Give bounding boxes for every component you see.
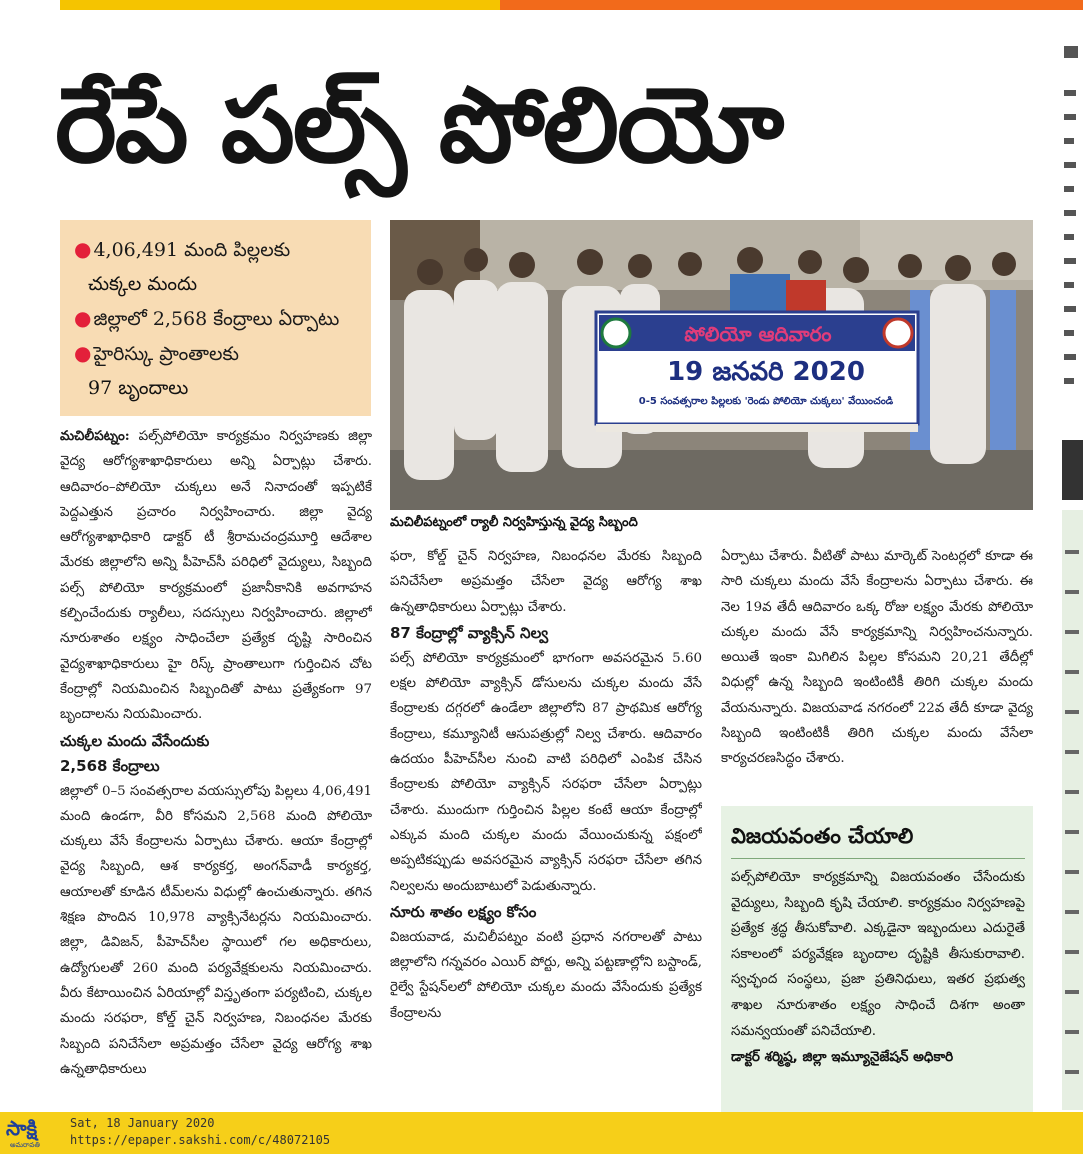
highlight-text: 4,06,491 మంది పిల్లలకు: [93, 239, 291, 261]
bullet-icon: ●: [74, 306, 92, 330]
logo-text: సాక్షి: [6, 1116, 38, 1140]
dateline: మచిలీపట్నం:: [60, 428, 130, 444]
quote-box-signature: డాక్టర్‌ శర్మిష్ఠ, జిల్లా ఇమ్యూనైజేషన్‌ అధికారి: [731, 1049, 954, 1066]
footer-bar: [0, 1112, 1083, 1154]
footer-date: Sat, 18 January 2020: [70, 1116, 215, 1130]
highlight-text-cont: చుక్కల మందు: [88, 273, 198, 295]
highlight-item: [74, 301, 361, 336]
adjacent-article-strip: [1062, 30, 1083, 1110]
article-column-2: [390, 544, 702, 1116]
article-column-1: [60, 424, 372, 1116]
quote-box-title: విజయవంతం చేయాలి: [731, 814, 1025, 859]
article-paragraph: జిల్లాలో 0–5 సంవత్సరాల వయస్సులోపు పిల్లలు 4,06,491 మంది ఉండగా, వీరి కోసమని 2,568 మంది పోలియో చుక్కలు వేసే కేంద్రాలను ఏర్పాటు చేశారు. ఆయా కేంద్రాల్లో వైద్య సిబ్బంది, ఆశ కార్యకర్త, అంగన్‌వాడీ కార్యకర్త, ఆయాలతో కూడిన టీమ్‌లను విధుల్లో ఉంచుతున్నారు. తగిన శిక్షణ పొందిన 10,978 వ్యాక్సినేటర్లను నియమించారు. జిల్లా, డివిజన్‌, పీహెచ్‌సీల స్థాయిలో గల అధికారులు, ఉద్యోగులతో 260 మంది పర్యవేక్షకులను నియమించారు. వీరు కేటాయించిన ఏరియాల్లో విస్తృతంగా పర్యటించి, చుక్కల మందు సరఫరా, కోల్డ్‌ చైన్‌ నిర్వహణ, నిబంధనల మేరకు సిబ్బంది పనిచేసేలా అప్రమత్తం చేసేలా వైద్య ఆరోగ్య శాఖ ఉన్నతాధికారులు: [60, 783, 372, 1077]
quote-box: [721, 806, 1033, 1112]
highlight-text: జిల్లాలో 2,568 కేంద్రాలు ఏర్పాటు: [93, 308, 340, 330]
bullet-icon: ●: [74, 341, 92, 365]
rally-photo: [390, 220, 1033, 510]
rally-photo-illustration: [390, 220, 1033, 510]
sakshi-logo: [6, 1115, 64, 1151]
subheading: నూరు శాతం లక్ష్యం కోసం: [390, 902, 537, 921]
top-bar-orange: [500, 0, 1083, 10]
highlight-item: [74, 336, 361, 371]
article-paragraph: ఏర్పాటు చేశారు. వీటితో పాటు మార్కెట్‌ సెంటర్లలో కూడా ఈ సారి చుక్కలు మందు వేసే కేంద్రాలను ఏర్పాటు చేశారు. ఈ నెల 19వ తేదీ ఆదివారం ఒక్క రోజు లక్ష్యం మేరకు పోలియో చుక్కల మందు వేసే కార్యక్రమాన్ని నిర్వహించనున్నారు. అయితే ఇంకా మిగిలిన పిల్లల కోసమని 20,21 తేదీల్లో విధుల్లో ఉన్న సిబ్బంది ఇంటింటికీ తిరిగి చుక్కల మందు వేయనున్నారు. విజయవాడ నగరంలో 22వ తేదీ కూడా వైద్య సిబ్బంది ఇంటింటికీ తిరిగి చుక్కల మందు వేసేలా కార్యచరణసిద్ధం చేశారు.: [721, 549, 1033, 767]
photo-caption: మచిలీపట్నంలో ర్యాలీ నిర్వహిస్తున్న వైద్య సిబ్బంది: [390, 515, 638, 530]
top-color-bar: [0, 0, 1083, 12]
article-paragraph: విజయవాడ, మచిలీపట్నం వంటి ప్రధాన నగరాలతో పాటు జిల్లాలోని గన్నవరం ఎయిర్‌ పోర్టు, అన్ని పట్టణాల్లోని బస్టాండ్‌, రైల్వే స్టేషన్‌లలో పోలియో చుక్కల మందు వేసేందుకు ప్రత్యేక కేంద్రాలను: [390, 929, 702, 1021]
article-text: పల్స్‌పోలియో కార్యక్రమం నిర్వహణకు జిల్లా వైద్య ఆరోగ్యశాఖాధికారులు అన్ని ఏర్పాట్లు చేశారు. ఆదివారం–పోలియో చుక్కలు అనే నినాదంతో ఇప్పటికే పెద్దఎత్తున ప్రచారం నిర్వహించారు. జిల్లా వైద్య ఆరోగ్యశాఖాధికారి డాక్టర్‌ టీ శ్రీరామచంద్రమూర్తి ఆదేశాల మేరకు జిల్లాలోని అన్ని పీహెచ్‌సీ పరిధిలో వైద్యులు, సిబ్బంది పల్స్‌ పోలియో కార్యక్రమంలో ప్రజానీకానికి అవగాహన కల్పించేందుకు ర్యాలీలు, సదస్సులు నిర్వహించారు. జిల్లాలో నూరుశాతం లక్ష్యం సాధించేలా ప్రత్యేక దృష్టి సారించిన వైద్యశాఖాధికారులు హై రిస్క్‌ ప్రాంతాలుగా గుర్తించిన చోట కేంద్రాల్లో నియమించిన సిబ్బందితో పాటు ప్రత్యేకంగా 97 బృందాలను నియమించారు.: [60, 429, 372, 723]
article-paragraph: పల్స్‌ పోలియో కార్యక్రమంలో భాగంగా అవసరమైన 5.60 లక్షల పోలియో వ్యాక్సిన్‌ డోసులను చుక్కల మందు వేసే కేంద్రాలకు దగ్గరలో ఉండేలా జిల్లాలోని 87 ప్రాథమిక ఆరోగ్య కేంద్రాలు, కమ్యూనిటీ ఆసుపత్రుల్లో నిల్వ చేశారు. ఆదివారం ఉదయం పీహెచ్‌సీల నుంచి వాటి పరిధిలో ఎంపిక చేసిన కేంద్రాలకు పోలియో వ్యాక్సిన్‌ సరఫరా చేసేలా ఏర్పాట్లు చేశారు. ముందుగా గుర్తించిన పిల్లల కంటే ఆయా కేంద్రాల్లో ఎక్కువ మంది చుక్కల మందు వేయించుకున్న పక్షంలో అప్పటికప్పుడు అవసరమైన వ్యాక్సిన్‌ సరఫరా చేసేలా తగిన నిల్వలను అందుబాటులో పెడుతున్నారు.: [390, 650, 702, 894]
article-paragraph: ఫరా, కోల్డ్‌ చైన్‌ నిర్వహణ, నిబంధనల మేరకు సిబ్బంది పనిచేసేలా అప్రమత్తం చేసేలా వైద్య ఆరోగ్య శాఖ ఉన్నతాధికారులు ఏర్పాట్లు చేశారు.: [390, 549, 702, 615]
footer-url[interactable]: https://epaper.sakshi.com/c/48072105: [70, 1133, 331, 1147]
subheading: 87 కేంద్రాల్లో వ్యాక్సిన్‌ నిల్వ: [390, 623, 549, 642]
subheading: 2,568 కేంద్రాలు: [60, 756, 160, 775]
article-column-3: [721, 544, 1033, 794]
highlight-text-cont: 97 బృందాలు: [88, 377, 189, 399]
adjacent-article-texture: [1062, 30, 1083, 1110]
article-paragraph: [60, 424, 372, 728]
quote-box-body: పల్స్‌పోలియో కార్యక్రమాన్ని విజయవంతం చేసేందుకు వైద్యులు, సిబ్బంది కృషి చేయాలి. కార్యక్రమం నిర్వహణపై ప్రత్యేక శ్రద్ధ తీసుకోవాలి. ఎక్కడైనా ఇబ్బందులు ఎదురైతే సకాలంలో పర్యవేక్షణ బృందాల దృష్టికి తీసుకురావాలి. స్వచ్ఛంద సంస్థలు, ప్రజా ప్రతినిధులు, ఇతర ప్రభుత్వ శాఖల నూరుశాతం లక్ష్యం సాధించే దిశగా అంతా సమన్వయంతో పనిచేయాలి.: [731, 870, 1025, 1039]
subheading: చుక్కల మందు వేసేందుకు: [60, 731, 210, 750]
logo-subtext: అమరావతి: [10, 1141, 40, 1149]
highlight-text: హైరిస్కు ప్రాంతాలకు: [93, 343, 239, 365]
highlight-item: [74, 232, 361, 267]
headline: రేపే పల్స్‌ పోలియో: [55, 64, 783, 186]
top-bar-yellow: [60, 0, 500, 10]
banner-title: పోలియో ఆదివారం: [684, 322, 832, 346]
banner-sub: 0-5 సంవత్సరాల పిల్లలకు 'రెండు పోలియో చుక్కలు' వేయించండి: [638, 396, 894, 407]
bullet-icon: ●: [74, 237, 92, 261]
banner-date: 19 జనవరి 2020: [667, 357, 865, 387]
highlights-box: [60, 220, 371, 416]
